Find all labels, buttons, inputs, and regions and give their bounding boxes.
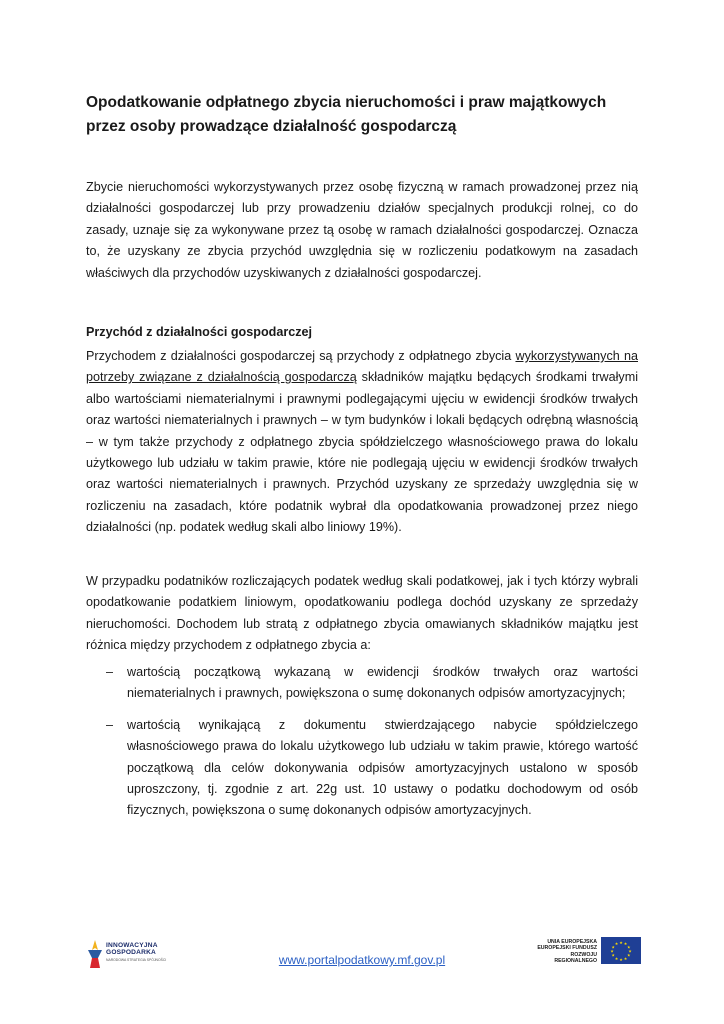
svg-text:★: ★ [614,955,619,961]
svg-text:★: ★ [619,957,623,962]
svg-text:★: ★ [614,941,619,947]
svg-text:★: ★ [623,941,628,947]
list-item-text: wartością wynikającą z dokumentu stwierdzającego nabycie spółdzielczego własnościowego prawa do lokalu użytkowego lub udziału w takim prawie, którego wartość początkową dla celów dokonywania odpisów amortyzacyjnych ustalono w sposób uproszczony, tj. zgodnie z art. 22g ust. 10 ustawy o podatku dochodowym od osób fizycznych, powiększona o sumę dokonanych odpisów amortyzacyjnych. [127,717,638,818]
list-item [86,662,638,705]
section-heading: Przychód z działalności gospodarczej [86,325,313,339]
deduction-list [86,662,638,832]
intro-paragraph: Zbycie nieruchomości wykorzystywanych przez osobę fizyczną w ramach prowadzonej przez nią działalności gospodarczej lub przy prowadzeniu działów specjalnych produkcji rolnej, co do zasady, uznaje się za wykonywane przez tą osobę w ramach działalności gospodarczej. Oznacza to, że uzyskany ze zbycia przychód uwzględnia się w rozliczeniu podatkowym na zasadach właściwych dla przychodów uzyskiwanych z działalności gospodarczej. [86,180,638,280]
logo-left-subtitle: NARODOWA STRATEGIA SPÓJNOŚCI [106,958,167,962]
eu-stars-icon [601,937,641,964]
eu-flag-icon [601,937,641,964]
logo-left-line1: INNOWACYJNA [106,942,158,949]
eu-text [527,939,597,965]
eu-line3: ROZWOJU REGIONALNEGO [554,951,597,965]
list-item-text: wartością początkową wykazaną w ewidencji środków trwałych oraz wartości niematerialnych i prawnych, powiększona o sumę dokonanych odpisów amortyzacyjnych; [127,665,638,701]
list-item [86,715,638,822]
income-paragraph [86,346,638,539]
list-dash: – [106,717,114,732]
svg-text:★: ★ [611,944,615,950]
document-title: Opodatkowanie odpłatnego zbycia nieruchomości i praw majątkowych przez osoby prowadzące działalność gospodarczą [86,94,607,135]
eu-logo [527,937,641,965]
svg-text:★: ★ [611,952,615,958]
svg-text:★: ★ [628,948,632,954]
svg-text:★: ★ [627,952,631,958]
list-dash: – [106,665,114,679]
income-calculation-paragraph: W przypadku podatników rozliczających podatek według skali podatkowej, jak i tych którzy wybrali opodatkowanie podatkiem liniowym, opodatkowaniu podlega dochód uzyskany ze sprzedaży nieruchomości. Dochodem lub stratą z odpłatnego zbycia omawianych składników majątku jest różnica między przychodem z odpłatnego zbycia a: [86,574,638,653]
svg-text:★: ★ [610,948,614,954]
logo-left-line2: GOSPODARKA [106,949,156,957]
eu-line1: UNIA EUROPEJSKA [547,939,597,945]
svg-text:★: ★ [623,955,628,961]
svg-text:★: ★ [619,940,623,945]
income-paragraph-start: Przychodem z działalności gospodarczej są przychody z odpłatnego zbycia [86,349,516,363]
portal-link[interactable]: www.portalpodatkowy.mf.gov.pl [278,953,446,967]
eu-line2: EUROPEJSKI FUNDUSZ [537,945,597,952]
underlined-phrase: wykorzystywanych na potrzeby związane z działalnością gospodarczą [86,349,638,385]
svg-text:★: ★ [627,944,631,950]
income-paragraph-end: składników majątku będących środkami trwałymi albo wartościami niematerialnymi i prawnymi podlegającymi ujęciu w ewidencji środków trwałych oraz wartości niematerialnych i prawnych – w tym budynków i lokali będących odrębną własnością – w tym także przychody z odpłatnego zbycia spółdzielczego własnościowego prawa do lokalu użytkowego lub udziału w takim prawie, które nie podlegają ujęciu w ewidencji środków trwałych oraz wartości niematerialnych i prawnych. Przychód uzyskany ze sprzedaży uwzględnia się w rozliczeniu na zasadach, które podatnik wybrał dla opodatkowania prowadzonej przez niego działalności (np. podatek według skali albo liniowy 19%). [86,370,638,535]
